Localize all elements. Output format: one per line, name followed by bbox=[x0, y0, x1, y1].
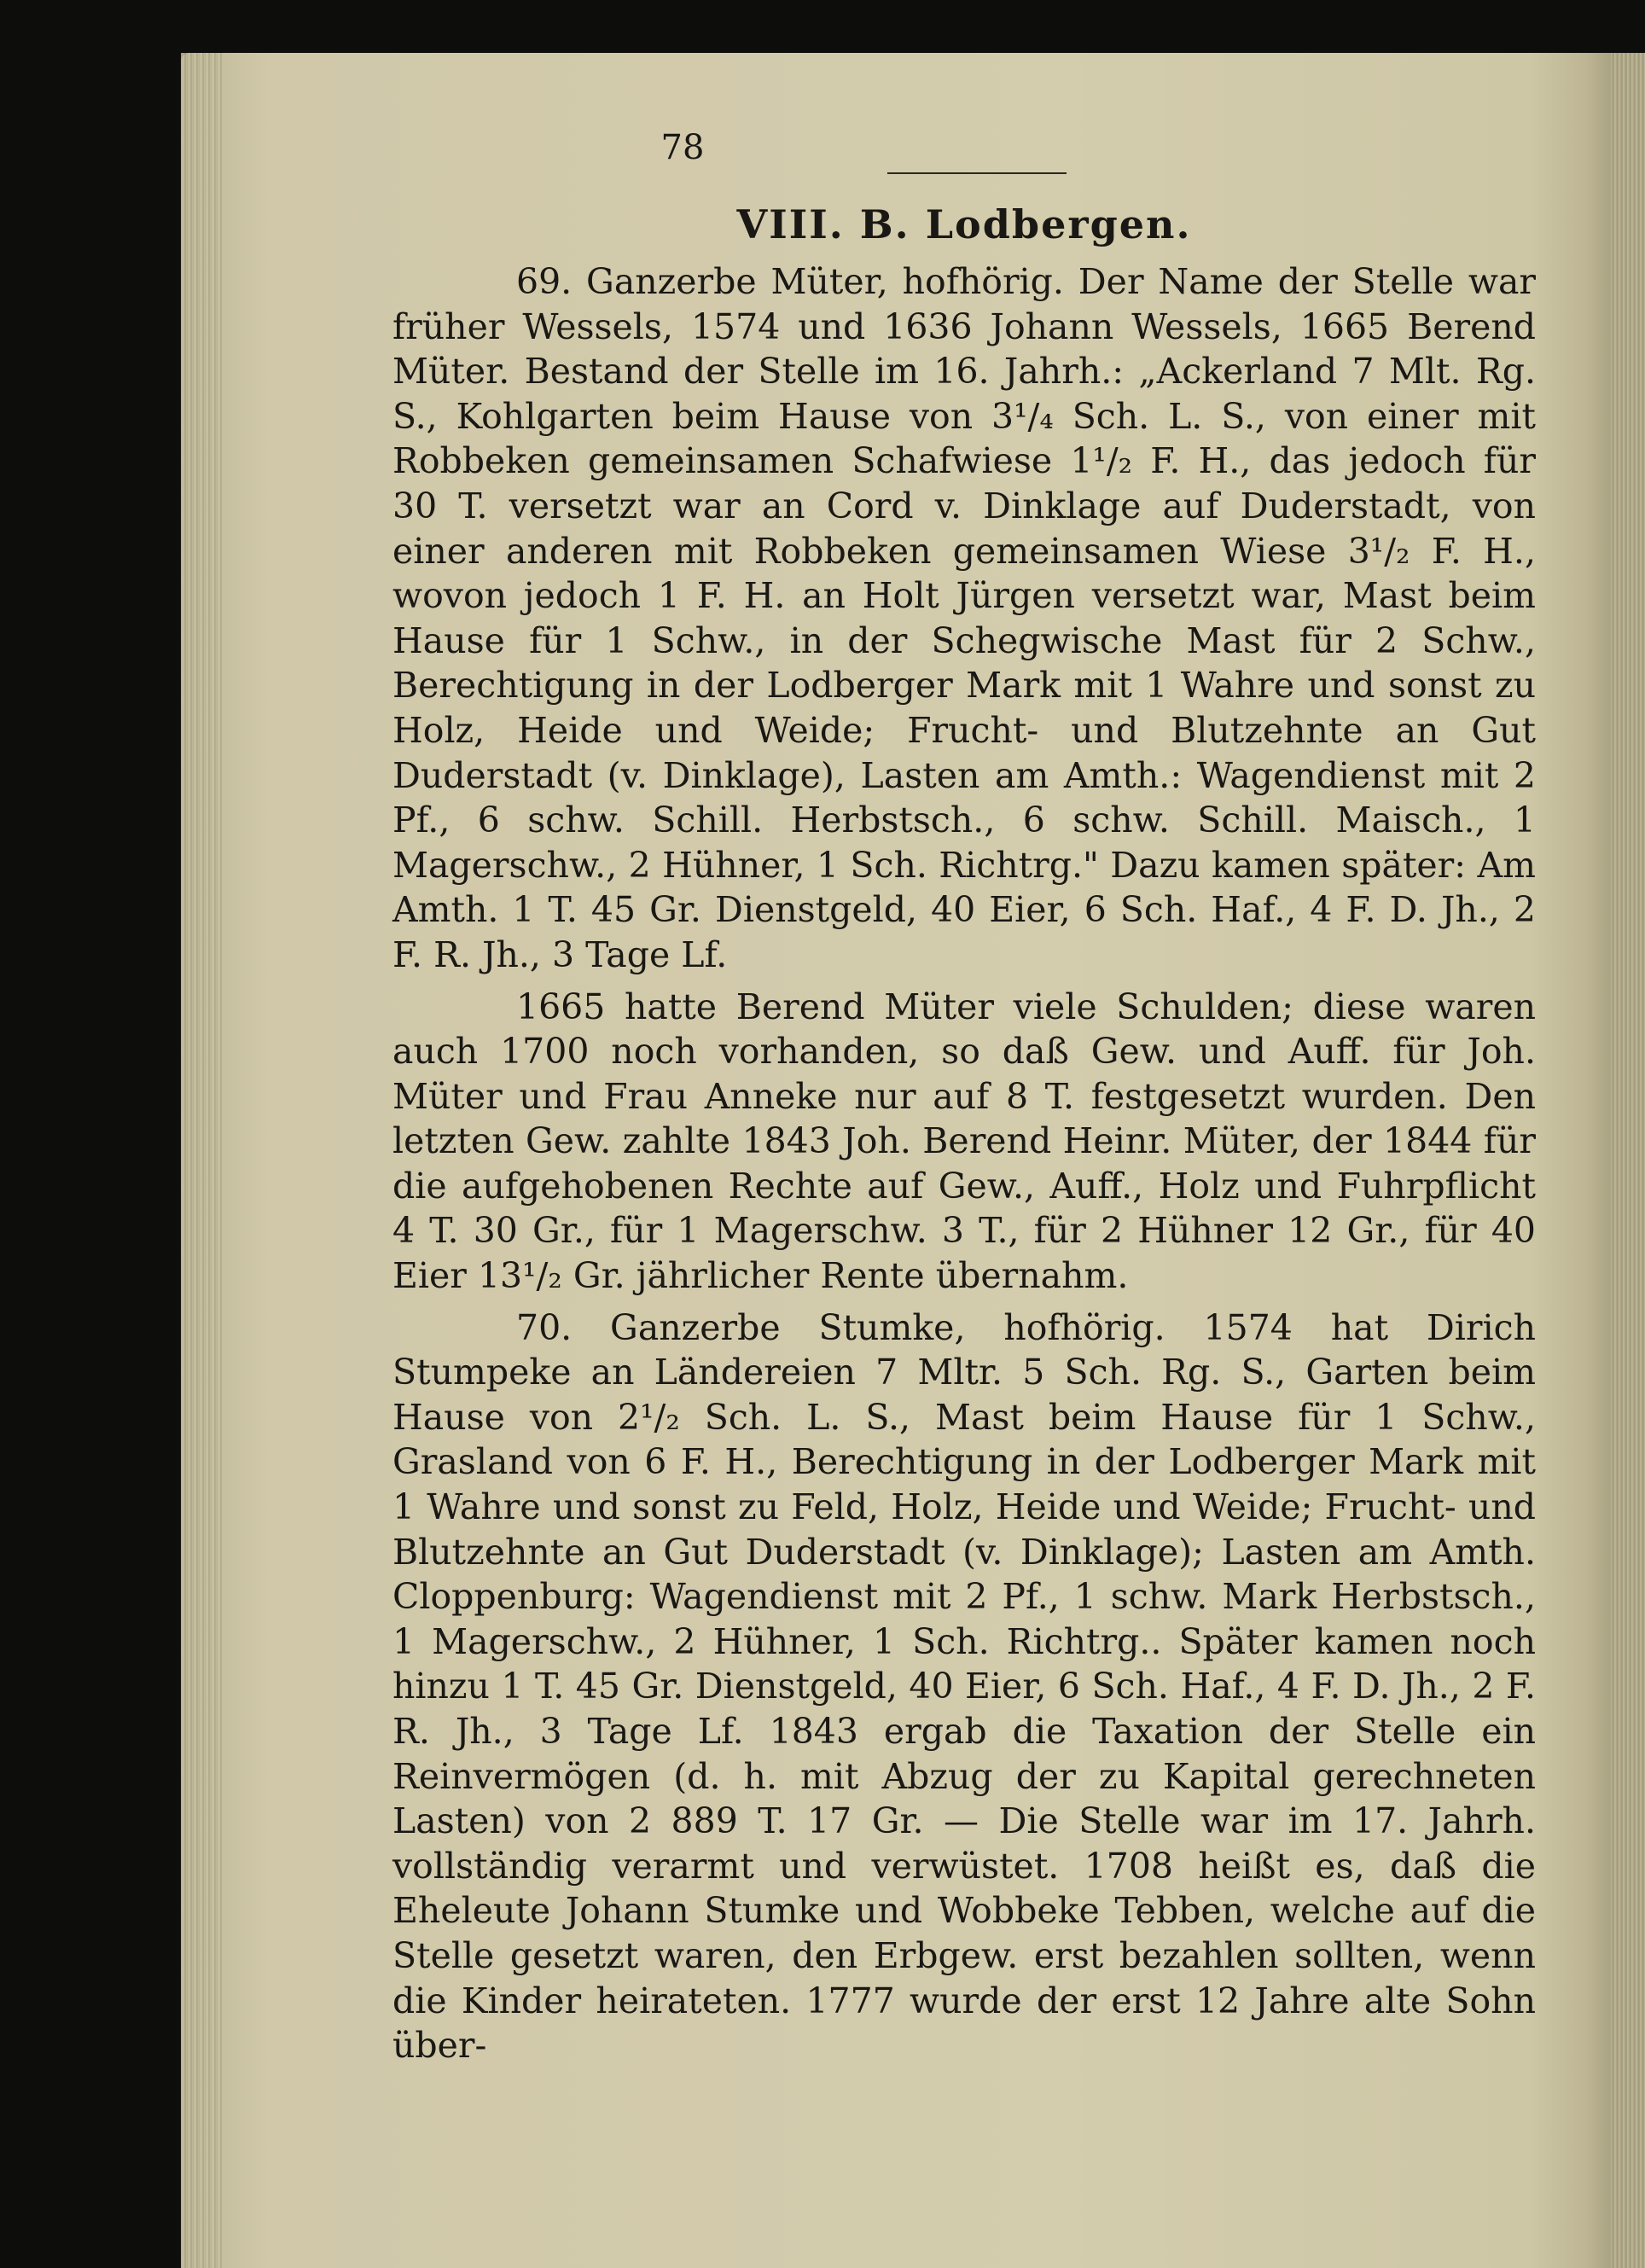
page-number: 78 bbox=[660, 128, 705, 167]
paragraph-1665: 1665 hatte Berend Müter viele Schulden; diese waren auch 1700 noch vorhanden, so daß Gew. und Auff. für Joh. Müter und Frau Anneke nur auf 8 T. festgesetzt wurden. Den letzten Gew. zahlte 1843 Joh. Berend Heinr. Müter, der 1844 für die aufgehobenen Rechte auf Gew., Auff., Holz und Fuhrpflicht 4 T. 30 Gr., für 1 Magerschw. 3 T., für 2 Hühner 12 Gr., für 40 Eier 13¹/₂ Gr. jährlicher Rente übernahm. bbox=[392, 986, 1536, 1297]
page-content bbox=[392, 128, 1536, 2068]
paragraph-70: 70. Ganzerbe Stumke, hofhörig. 1574 hat Dirich Stumpeke an Ländereien 7 Mltr. 5 Sch. Rg. S., Garten beim Hause von 2¹/₂ Sch. L. S., Mast beim Hause für 1 Schw., Grasland von 6 F. H., Berechtigung in der Lodberger Mark mit 1 Wahre und sonst zu Feld, Holz, Heide und Weide; Frucht- und Blutzehnte an Gut Duderstadt (v. Dinklage); Lasten am Amth. Cloppenburg: Wagendienst mit 2 Pf., 1 schw. Mark Herbstsch., 1 Magerschw., 2 Hühner, 1 Sch. Richtrg.. Später kamen noch hinzu 1 T. 45 Gr. Dienstgeld, 40 Eier, 6 Sch. Haf., 4 F. D. Jh., 2 F. R. Jh., 3 Tage Lf. 1843 ergab die Taxation der Stelle ein Reinvermögen (d. h. mit Abzug der zu Kapital gerechneten Lasten) von 2 889 T. 17 Gr. — Die Stelle war im 17. Jahrh. vollständig verarmt und verwüstet. 1708 heißt es, daß die Eheleute Johann Stumke und Wobbeke Tebben, welche auf die Stelle gesetzt waren, den Erbgew. erst bezahlen sollten, wenn die Kinder heirateten. 1777 wurde der erst 12 Jahre alte Sohn über- bbox=[392, 1306, 1536, 2067]
section-heading: VIII. B. Lodbergen. bbox=[736, 201, 1192, 247]
page-edges-right bbox=[1611, 53, 1645, 2268]
page-edges-left bbox=[181, 53, 222, 2268]
paragraph-69: 69. Ganzerbe Müter, hofhörig. Der Name der Stelle war früher Wessels, 1574 und 1636 Johann Wessels, 1665 Berend Müter. Bestand der Stelle im 16. Jahrh.: „Ackerland 7 Mlt. Rg. S., Kohlgarten beim Hause von 3¹/₄ Sch. L. S., von einer mit Robbeken gemeinsamen Schafwiese 1¹/₂ F. H., das jedoch für 30 T. versetzt war an Cord v. Dinklage auf Duderstadt, von einer anderen mit Robbeken gemeinsamen Wiese 3¹/₂ F. H., wovon jedoch 1 F. H. an Holt Jürgen versetzt war, Mast beim Hause für 1 Schw., in der Schegwische Mast für 2 Schw., Berechtigung in der Lodberger Mark mit 1 Wahre und sonst zu Holz, Heide und Weide; Frucht- und Blutzehnte an Gut Duderstadt (v. Dinklage), Lasten am Amth.: Wagendienst mit 2 Pf., 6 schw. Schill. Herbstsch., 6 schw. Schill. Maisch., 1 Magerschw., 2 Hühner, 1 Sch. Richtrg." Dazu kamen später: Am Amth. 1 T. 45 Gr. Dienstgeld, 40 Eier, 6 Sch. Haf., 4 F. D. Jh., 2 F. R. Jh., 3 Tage Lf. bbox=[392, 261, 1536, 975]
header-rule bbox=[887, 172, 1067, 174]
